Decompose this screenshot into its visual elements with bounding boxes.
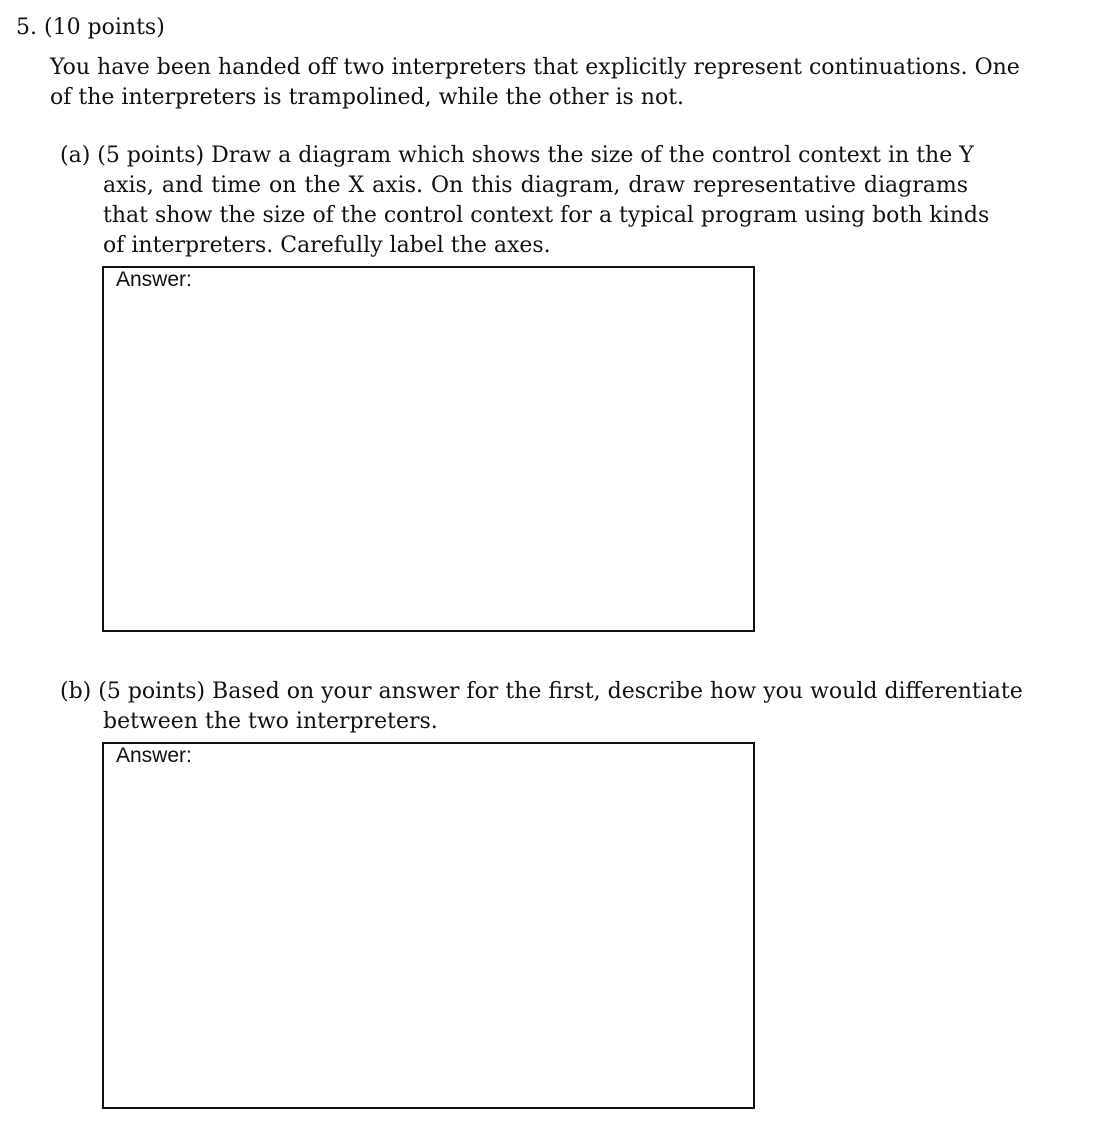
part-a-line-4: of interpreters. Carefully label the axes.: [103, 233, 551, 258]
part-a-line-1: (a) (5 points) Draw a diagram which shows the size of the control context in the Y: [60, 143, 974, 168]
answer-box-a[interactable]: [102, 266, 755, 632]
answer-label-b: Answer:: [116, 744, 192, 767]
intro-line-1: You have been handed off two interpreters that explicitly represent continuations. One: [50, 55, 1020, 80]
answer-box-b[interactable]: [102, 742, 755, 1109]
part-b-line-1: (b) (5 points) Based on your answer for the first, describe how you would differentiate: [60, 679, 1023, 704]
part-a-line-3: that show the size of the control context for a typical program using both kinds: [103, 203, 990, 228]
question-header: 5. (10 points): [16, 15, 165, 40]
part-a-line-2: axis, and time on the X axis. On this diagram, draw representative diagrams: [103, 173, 968, 198]
intro-line-2: of the interpreters is trampolined, while the other is not.: [50, 85, 685, 110]
answer-label-a: Answer:: [116, 268, 192, 291]
part-b-line-2: between the two interpreters.: [103, 709, 438, 734]
